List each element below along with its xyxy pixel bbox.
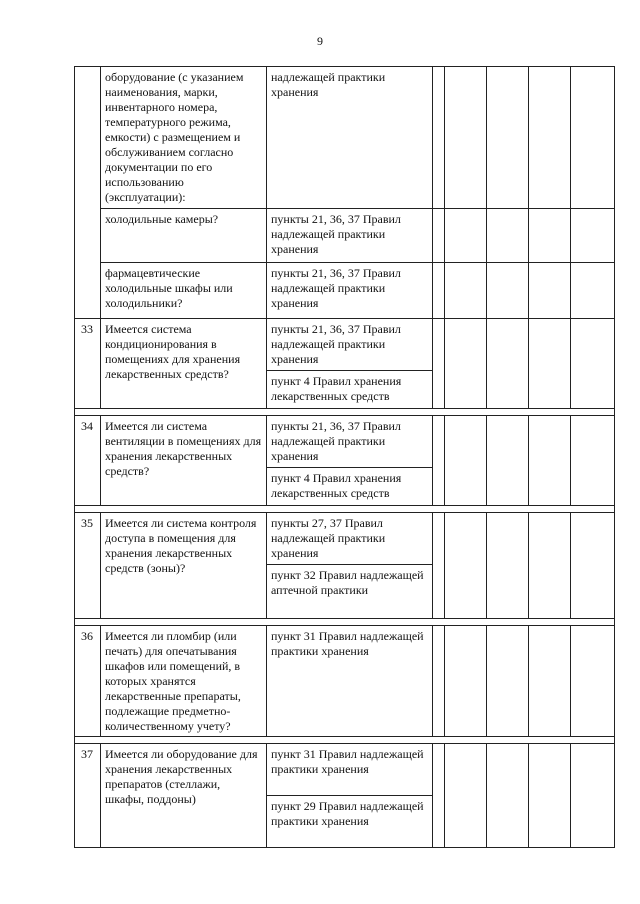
page-number: 9 <box>317 34 323 48</box>
answer-cell <box>433 209 445 263</box>
answer-cell <box>487 67 529 209</box>
answer-cell <box>445 319 487 409</box>
answer-cell <box>445 626 487 737</box>
table-row <box>75 67 615 209</box>
answer-cell <box>487 263 529 319</box>
answer-cell <box>529 513 571 619</box>
row-number <box>75 67 101 319</box>
answer-cell <box>487 744 529 848</box>
answer-cell <box>445 416 487 506</box>
answer-cell <box>487 319 529 409</box>
table-row <box>75 744 615 796</box>
question-cell: Имеется ли система вентиляции в помещениях для хранения лекарственных средств? <box>101 416 267 506</box>
answer-cell <box>571 319 615 409</box>
answer-cell <box>445 67 487 209</box>
question-cell: оборудование (с указанием наименования, марки, инвентарного номера, температурного режима, емкости) с размещением и обслуживанием согласно документации по его использованию (эксплуатации): <box>101 67 267 209</box>
reference-cell: пункт 32 Правил надлежащей аптечной практики <box>267 565 433 619</box>
answer-cell <box>571 416 615 506</box>
answer-cell <box>433 263 445 319</box>
answer-cell <box>571 626 615 737</box>
table-row <box>75 416 615 468</box>
answer-cell <box>433 67 445 209</box>
answer-cell <box>445 209 487 263</box>
answer-cell <box>529 626 571 737</box>
row-gap <box>75 737 615 744</box>
question-cell: фармацевтические холодильные шкафы или холодильники? <box>101 263 267 319</box>
reference-cell: пункт 31 Правил надлежащей практики хранения <box>267 626 433 737</box>
answer-cell <box>529 416 571 506</box>
table-row <box>75 263 615 319</box>
answer-cell <box>433 416 445 506</box>
answer-cell <box>571 513 615 619</box>
question-cell: Имеется ли система контроля доступа в помещения для хранения лекарственных средств (зоны)? <box>101 513 267 619</box>
reference-cell: пункт 4 Правил хранения лекарственных средств <box>267 371 433 409</box>
answer-cell <box>571 209 615 263</box>
row-gap <box>75 506 615 513</box>
question-cell: Имеется ли пломбир (или печать) для опечатывания шкафов или помещений, в которых хранятся лекарственные препараты, подлежащие предметно-количественному учету? <box>101 626 267 737</box>
answer-cell <box>487 209 529 263</box>
table-row <box>75 319 615 371</box>
reference-cell: пункт 29 Правил надлежащей практики хранения <box>267 796 433 848</box>
reference-cell: пункты 21, 36, 37 Правил надлежащей практики хранения <box>267 416 433 468</box>
answer-cell <box>445 263 487 319</box>
answer-cell <box>487 626 529 737</box>
reference-cell: пункты 21, 36, 37 Правил надлежащей практики хранения <box>267 209 433 263</box>
row-number: 35 <box>75 513 101 619</box>
answer-cell <box>529 263 571 319</box>
question-cell: холодильные камеры? <box>101 209 267 263</box>
question-cell: Имеется система кондиционирования в помещениях для хранения лекарственных средств? <box>101 319 267 409</box>
reference-cell: пункт 31 Правил надлежащей практики хранения <box>267 744 433 796</box>
table-row <box>75 513 615 565</box>
answer-cell <box>445 744 487 848</box>
table-row <box>75 209 615 263</box>
answer-cell <box>529 319 571 409</box>
answer-cell <box>487 416 529 506</box>
reference-cell: надлежащей практики хранения <box>267 67 433 209</box>
reference-cell: пункты 27, 37 Правил надлежащей практики хранения <box>267 513 433 565</box>
inspection-checklist-table <box>74 66 615 848</box>
answer-cell <box>571 744 615 848</box>
answer-cell <box>433 319 445 409</box>
row-gap <box>75 619 615 626</box>
table-row <box>75 626 615 737</box>
row-number: 34 <box>75 416 101 506</box>
row-gap <box>75 409 615 416</box>
answer-cell <box>433 626 445 737</box>
row-number: 36 <box>75 626 101 737</box>
answer-cell <box>433 744 445 848</box>
answer-cell <box>571 263 615 319</box>
answer-cell <box>529 209 571 263</box>
answer-cell <box>529 744 571 848</box>
answer-cell <box>571 67 615 209</box>
row-number: 37 <box>75 744 101 848</box>
answer-cell <box>445 513 487 619</box>
row-number: 33 <box>75 319 101 409</box>
reference-cell: пункты 21, 36, 37 Правил надлежащей практики хранения <box>267 319 433 371</box>
reference-cell: пункты 21, 36, 37 Правил надлежащей практики хранения <box>267 263 433 319</box>
answer-cell <box>433 513 445 619</box>
answer-cell <box>529 67 571 209</box>
answer-cell <box>487 513 529 619</box>
question-cell: Имеется ли оборудование для хранения лекарственных препаратов (стеллажи, шкафы, поддоны) <box>101 744 267 848</box>
reference-cell: пункт 4 Правил хранения лекарственных средств <box>267 468 433 506</box>
